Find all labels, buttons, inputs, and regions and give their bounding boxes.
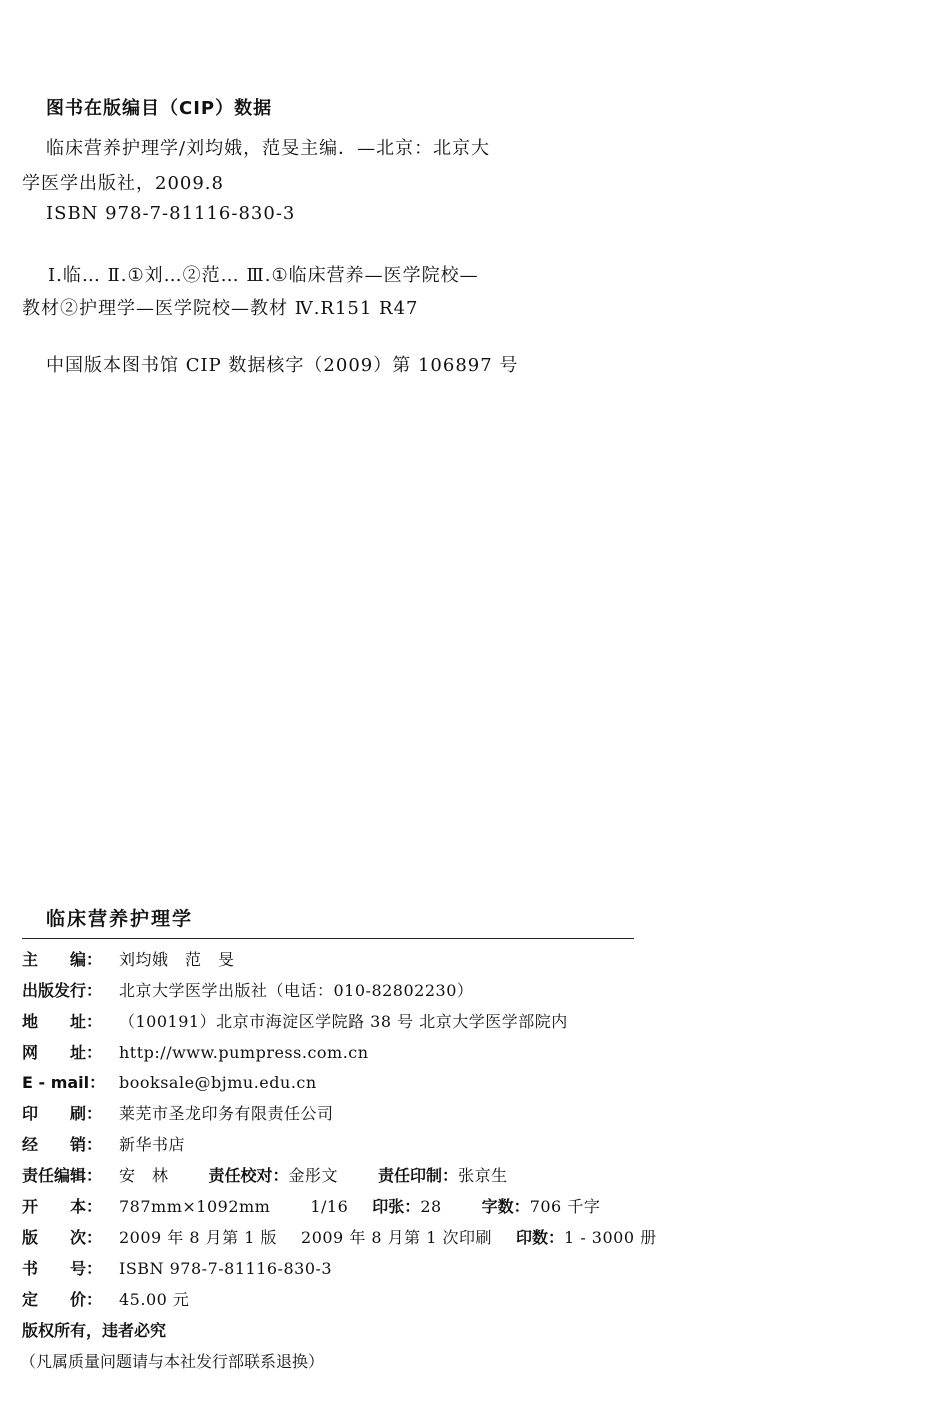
label-price: 定 价： bbox=[22, 1290, 103, 1309]
cip-isbn: ISBN 978-7-81116-830-3 bbox=[46, 203, 296, 224]
row-isbn bbox=[22, 1257, 332, 1281]
row-address bbox=[22, 1010, 568, 1034]
value-printer: 莱芜市圣龙印务有限责任公司 bbox=[119, 1104, 334, 1123]
value-editor: 刘均娥 范 旻 bbox=[119, 950, 235, 969]
label-print-run: 印数： bbox=[516, 1228, 565, 1247]
label-word-count: 字数： bbox=[481, 1197, 530, 1216]
label-format: 开 本： bbox=[22, 1197, 103, 1216]
value-printing: 2009 年 8 月第 1 次印刷 bbox=[301, 1228, 493, 1247]
row-format bbox=[22, 1195, 600, 1219]
row-website bbox=[22, 1041, 369, 1065]
label-print-manager: 责任印制： bbox=[378, 1166, 459, 1185]
label-email: E - mail： bbox=[22, 1073, 106, 1092]
label-distributor: 经 销： bbox=[22, 1135, 103, 1154]
label-isbn: 书 号： bbox=[22, 1259, 103, 1278]
row-price bbox=[22, 1288, 189, 1312]
value-sheets: 28 bbox=[420, 1197, 442, 1216]
value-email: booksale@bjmu.edu.cn bbox=[119, 1073, 317, 1092]
label-edition: 版 次： bbox=[22, 1228, 103, 1247]
cip-classification-2: 教材②护理学—医学院校—教材 Ⅳ.R151 R47 bbox=[22, 298, 419, 319]
cip-record-number: 中国版本图书馆 CIP 数据核字（2009）第 106897 号 bbox=[46, 355, 519, 376]
row-responsible-staff bbox=[22, 1164, 508, 1188]
book-title: 临床营养护理学 bbox=[46, 908, 194, 930]
label-editor: 主 编： bbox=[22, 950, 103, 969]
rights-statement: 版权所有，违者必究 bbox=[22, 1321, 167, 1340]
row-publisher bbox=[22, 979, 473, 1003]
cip-title: 图书在版编目（CIP）数据 bbox=[46, 98, 273, 119]
label-publisher: 出版发行： bbox=[22, 981, 103, 1000]
row-email bbox=[22, 1071, 317, 1095]
value-format: 787mm×1092mm bbox=[119, 1197, 271, 1216]
cip-line-1: 临床营养护理学/刘均娥，范旻主编．—北京：北京大 bbox=[46, 138, 491, 159]
value-fold: 1/16 bbox=[310, 1197, 349, 1216]
value-website: http://www.pumpress.com.cn bbox=[119, 1043, 369, 1062]
value-word-count: 706 千字 bbox=[529, 1197, 601, 1216]
value-edition: 2009 年 8 月第 1 版 bbox=[119, 1228, 278, 1247]
row-edition bbox=[22, 1226, 657, 1250]
label-printer: 印 刷： bbox=[22, 1104, 103, 1123]
label-sheets: 印张： bbox=[372, 1197, 421, 1216]
value-publisher: 北京大学医学出版社（电话：010-82802230） bbox=[119, 981, 474, 1000]
cip-line-2: 学医学出版社，2009.8 bbox=[22, 173, 224, 194]
label-address: 地 址： bbox=[22, 1012, 103, 1031]
row-printer bbox=[22, 1102, 334, 1126]
value-responsible-editor: 安 林 bbox=[119, 1166, 169, 1185]
label-website: 网 址： bbox=[22, 1043, 103, 1062]
return-notice: （凡属质量问题请与本社发行部联系退换） bbox=[20, 1352, 325, 1371]
value-distributor: 新华书店 bbox=[119, 1135, 186, 1154]
value-price: 45.00 元 bbox=[119, 1290, 190, 1309]
value-isbn: ISBN 978-7-81116-830-3 bbox=[119, 1259, 333, 1278]
cip-classification-1: Ⅰ.临… Ⅱ.①刘…②范… Ⅲ.①临床营养—医学院校— bbox=[48, 265, 479, 286]
label-proofreader: 责任校对： bbox=[208, 1166, 289, 1185]
row-editor bbox=[22, 948, 235, 972]
row-distributor bbox=[22, 1133, 185, 1157]
value-print-manager: 张京生 bbox=[458, 1166, 508, 1185]
value-proofreader: 金彤文 bbox=[288, 1166, 339, 1185]
value-print-run: 1 - 3000 册 bbox=[564, 1228, 657, 1247]
divider-line bbox=[22, 938, 634, 939]
value-address: （100191）北京市海淀区学院路 38 号 北京大学医学部院内 bbox=[119, 1012, 568, 1031]
label-responsible-editor: 责任编辑： bbox=[22, 1166, 103, 1185]
